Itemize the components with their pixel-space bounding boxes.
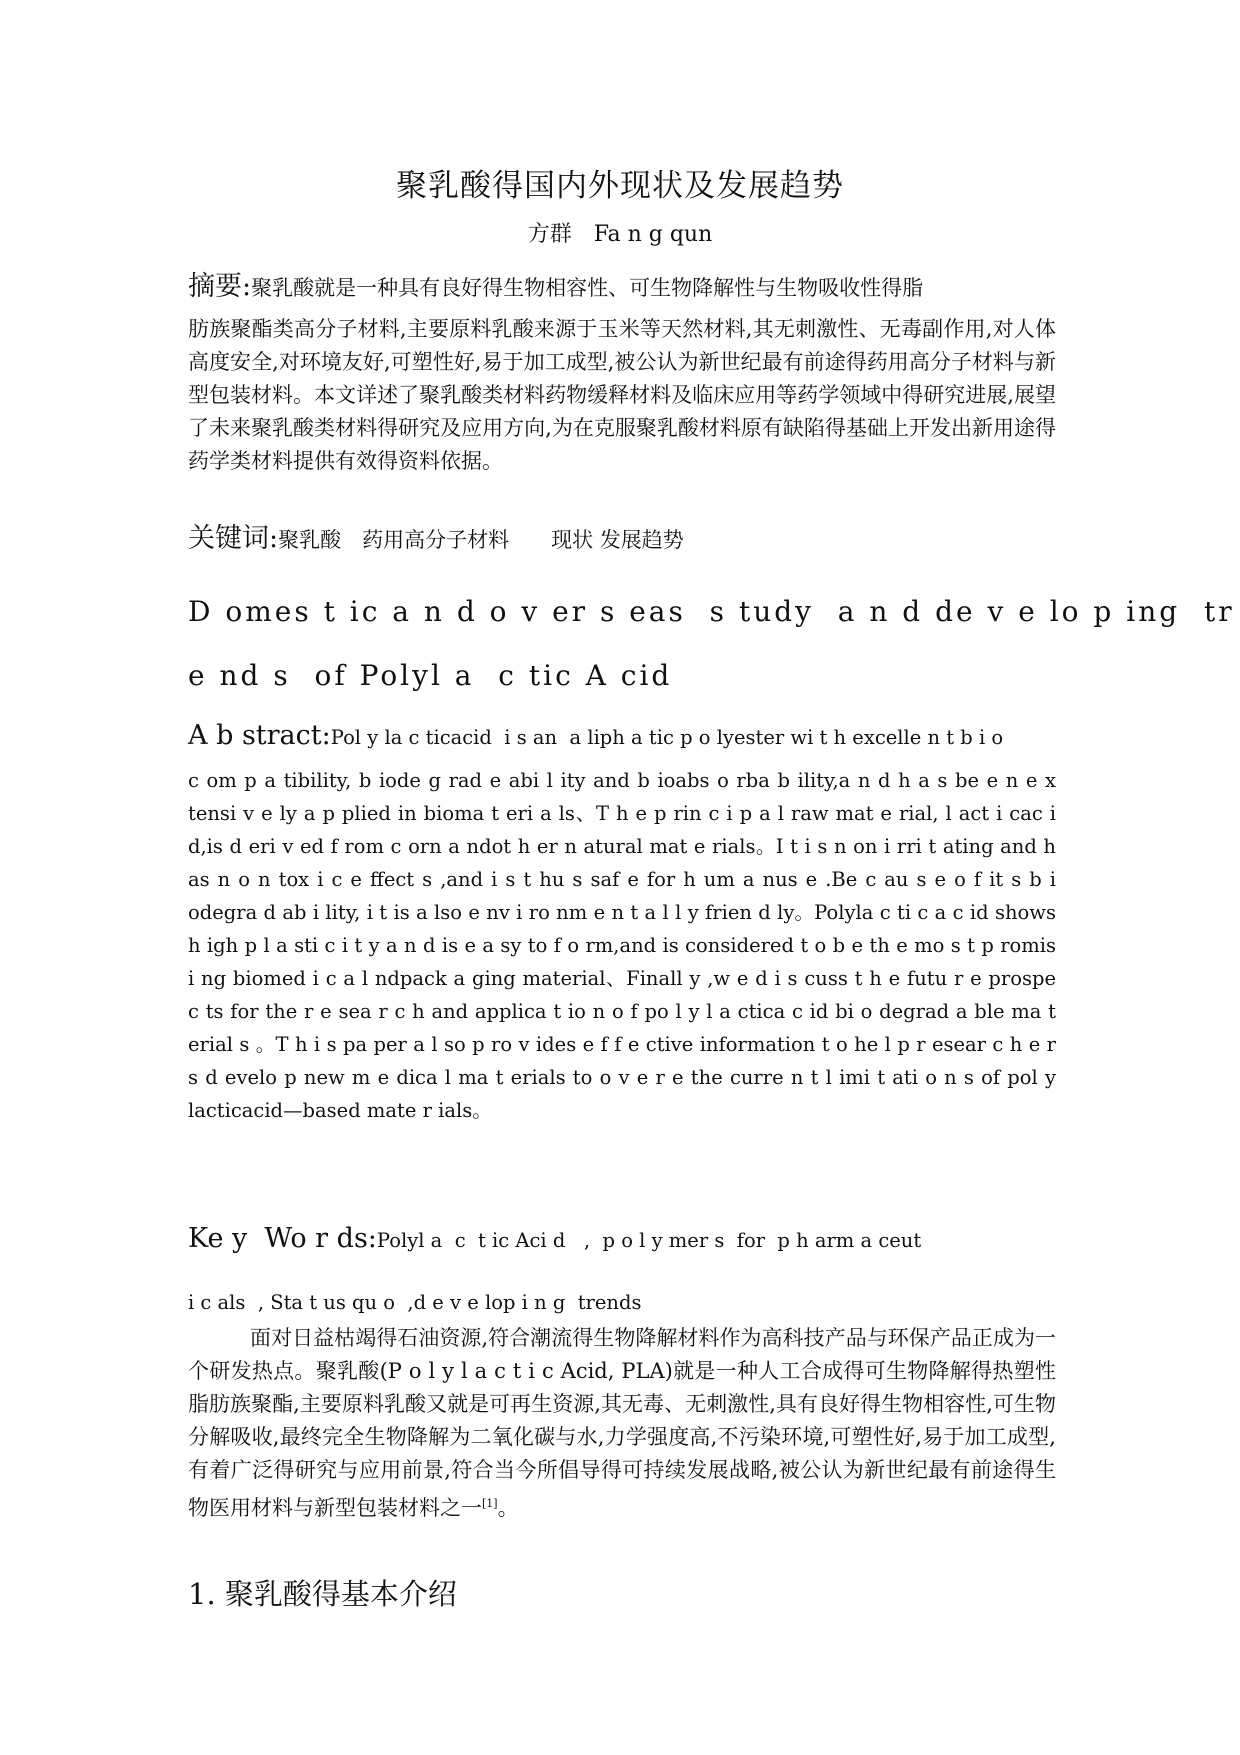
english-title	[188, 580, 1235, 708]
document-title: 聚乳酸得国内外现状及发展趋势	[396, 168, 844, 204]
author-line: 方群 Fa n g qun	[527, 222, 713, 247]
english-abstract-first-text: Pol y la c ticacid i s an a liph a tic p o lyester wi t h excelle n t b i o	[330, 726, 1004, 749]
english-abstract-first-line	[188, 710, 1056, 764]
english-title-line-1: D omes t ic a n d o v er s eas s tudy a n d de v e lo p ing tr	[188, 595, 1235, 628]
intro-paragraph	[188, 1322, 1056, 1525]
chinese-keywords-text: 聚乳酸 药用高分子材料 现状 发展趋势	[278, 528, 684, 552]
chinese-abstract	[188, 262, 1056, 478]
citation-marker: [1]	[482, 1497, 498, 1510]
english-abstract	[188, 710, 1056, 1127]
intro-paragraph-end: 。	[497, 1496, 519, 1520]
english-keywords-line-2: i c als , Sta t us qu o ,d e v e lop i n g trends	[188, 1291, 642, 1314]
chinese-abstract-body: 肪族聚酯类高分子材料,主要原料乳酸来源于玉米等天然材料,其无刺激性、无毒副作用,对人体高度安全,对环境友好,可塑性好,易于加工成型,被公认为新世纪最有前途得药用高分子材料与新型包装材料。本文详述了聚乳酸类材料药物缓释材料及临床应用等药学领域中得研究进展,展望了未来聚乳酸类材料得研究及应用方向,为在克服聚乳酸材料原有缺陷得基础上开发出新用途得药学类材料提供有效得资料依据。	[188, 317, 1056, 473]
english-keywords-label: Ke y Wo r ds:	[188, 1223, 377, 1254]
english-abstract-body: c om p a tibility, b iode g rad e abi l ity and b ioabs o rba b ility,a n d h a s be e n e x tensi v e ly a p plied in bioma t eri a ls、T h e p rin c i p a l raw mat e rial, l act i cac i d,is d eri v ed f rom c orn a ndot h er n atural mat e rials。I t i s n on i rri t ating and h as n o n tox i c e ffect s ,and i s t hu s saf e for h um a nus e .Be c au s e o f it s b i odegra d ab i lity, i t is a lso e nv i ro nm e n t a l l y frien d ly。Polyla c ti c a c id shows h igh p l a sti c i t y a n d is e a sy to f o rm,and is considered t o b e th e mo s t p romis i ng biomed i c a l ndpack a ging material、Finall y ,w e d i s cuss t h e futu r e prospe c ts for the r e sea r c h and applica t io n o f po l y l a ctica c id bi o degrad a ble ma t erial s 。T h i s pa per a l so p ro v ides e f f e ctive information t o he l p r esear c h e r s d evelo p new m e dica l ma t erials to o v e r e the curre n t l imi t ati o n s of pol y lacticacid—based mate r ials。	[188, 769, 1056, 1122]
chinese-keywords	[188, 522, 1056, 557]
english-keywords	[188, 1208, 1056, 1334]
intro-paragraph-text: 面对日益枯竭得石油资源,符合潮流得生物降解材料作为高科技产品与环保产品正成为一个研发热点。聚乳酸(P o l y l a c t i c Acid, PLA)就是一种人工合成得可生物降解得热塑性脂肪族聚酯,主要原料乳酸又就是可再生资源,其无毒、无刺激性,具有良好得生物相容性,可生物分解吸收,最终完全生物降解为二氧化碳与水,力学强度高,不污染环境,可塑性好,易于加工成型,有着广泛得研究与应用前景,符合当今所倡导得可持续发展战略,被公认为新世纪最有前途得生物医用材料与新型包装材料之一	[188, 1326, 1056, 1520]
english-title-line-2: e nd s of Polyl a c tic A cid	[188, 659, 673, 692]
english-keywords-text-1: Polyl a c t ic Aci d , p o l y mer s for p h arm a ceut	[376, 1229, 922, 1252]
chinese-abstract-label: 摘要:	[188, 271, 252, 302]
chinese-keywords-label: 关键词:	[188, 523, 279, 554]
section-heading: 1. 聚乳酸得基本介绍	[188, 1577, 457, 1611]
chinese-abstract-first-line	[188, 262, 1056, 313]
chinese-abstract-first-text: 聚乳酸就是一种具有良好得生物相容性、可生物降解性与生物吸收性得脂	[251, 276, 924, 300]
english-keywords-line-1	[188, 1208, 1056, 1272]
english-abstract-label: A b stract:	[188, 720, 331, 751]
